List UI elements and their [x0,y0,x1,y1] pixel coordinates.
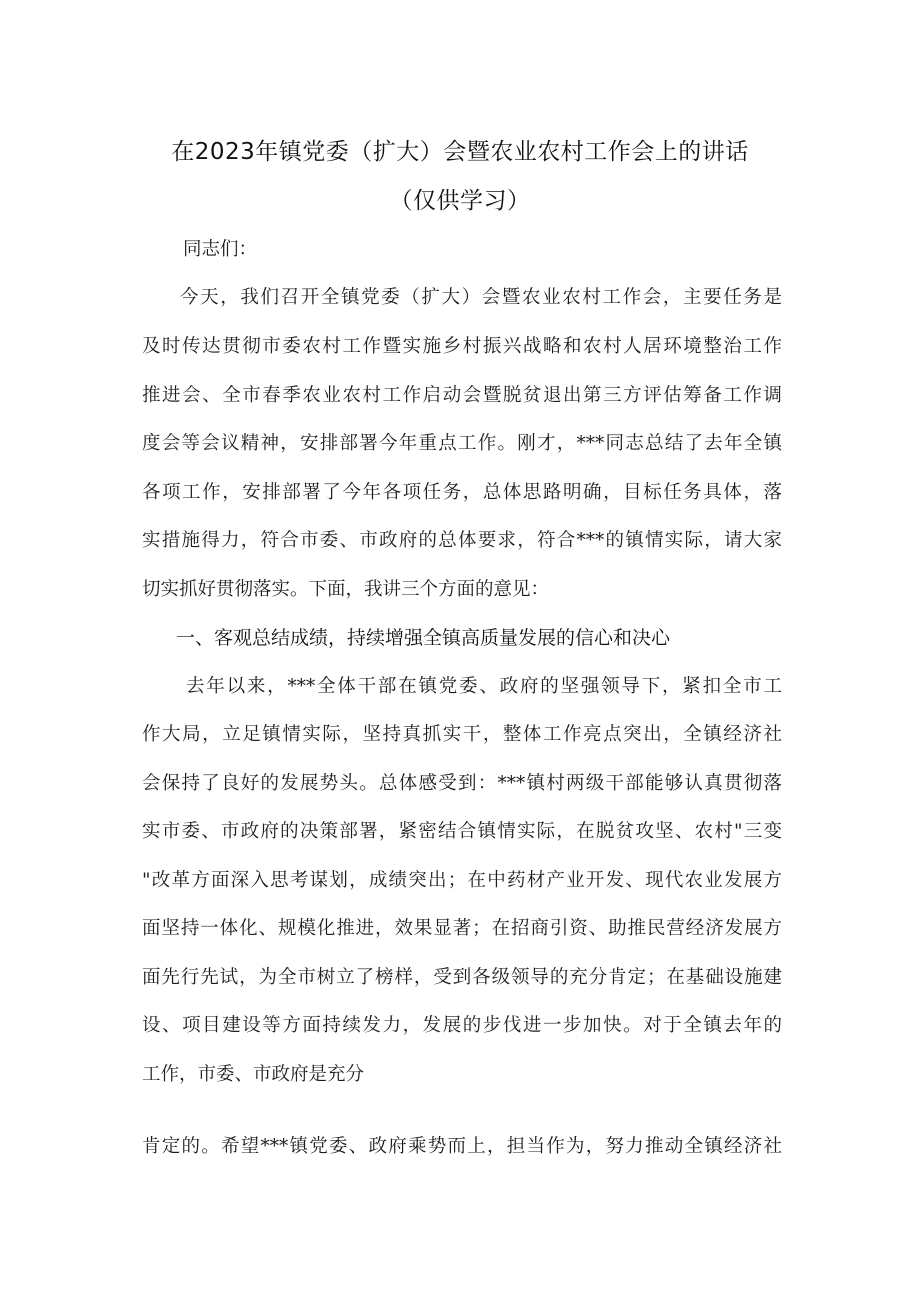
paragraph-1-line-3: 推进会、全市春季农业农村工作启动会暨脱贫退出第三方评估筹备工作调 [142,385,782,406]
paragraph-2-line-7: 面先行先试，为全市树立了榜样，受到各级领导的充分肯定；在基础设施建 [142,967,782,988]
paragraph-1-line-7: 切实抓好贯彻落实。下面，我讲三个方面的意见： [142,579,550,600]
paragraph-2-line-5: "改革方面深入思考谋划，成绩突出；在中药材产业开发、现代农业发展方 [142,870,782,891]
paragraph-1-line-5: 各项工作，安排部署了今年各项任务，总体思路明确，目标任务具体，落 [142,482,782,503]
paragraph-2-line-1: 去年以来，***全体干部在镇党委、政府的坚强领导下，紧扣全市工 [186,676,782,697]
document-subtitle: （仅供学习） [389,188,531,214]
section-heading-1: 一、客观总结成绩，持续增强全镇高质量发展的信心和决心 [176,627,671,649]
paragraph-1-line-6: 实措施得力，符合市委、市政府的总体要求，符合***的镇情实际，请大家 [142,530,782,551]
paragraph-1-line-4: 度会等会议精神，安排部署今年重点工作。刚才，***同志总结了去年全镇 [142,433,782,454]
paragraph-1-line-1: 今天，我们召开全镇党委（扩大）会暨农业农村工作会，主要任务是 [180,287,782,308]
paragraph-2-line-4: 实市委、市政府的决策部署，紧密结合镇情实际，在脱贫攻坚、农村"三变 [142,821,782,842]
paragraph-2-line-8: 设、项目建设等方面持续发力，发展的步伐进一步加快。对于全镇去年的 [142,1015,782,1036]
salutation: 同志们： [183,239,258,260]
paragraph-2-line-3: 会保持了良好的发展势头。总体感受到：***镇村两级干部能够认真贯彻落 [142,773,782,794]
document-title: 在2023年镇党委（扩大）会暨农业农村工作会上的讲话 [171,139,749,165]
paragraph-2-line-6: 面坚持一体化、规模化推进，效果显著；在招商引资、助推民营经济发展方 [142,918,782,939]
paragraph-3-line-1: 肯定的。希望***镇党委、政府乘势而上，担当作为，努力推动全镇经济社 [142,1136,782,1157]
paragraph-2-line-2: 作大局，立足镇情实际，坚持真抓实干，整体工作亮点突出，全镇经济社 [142,724,782,745]
paragraph-1-line-2: 及时传达贯彻市委农村工作暨实施乡村振兴战略和农村人居环境整治工作 [142,336,782,357]
paragraph-2-line-9: 工作，市委、市政府是充分 [142,1064,365,1085]
